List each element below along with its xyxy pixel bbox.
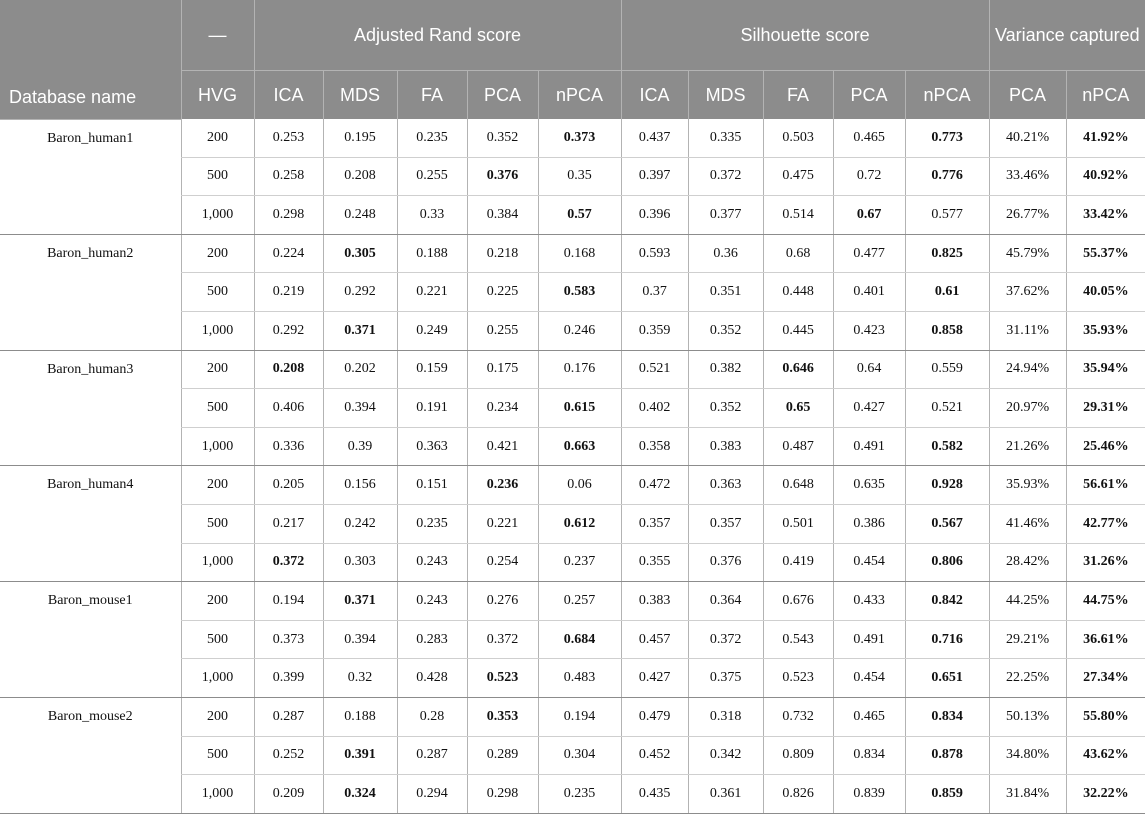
sil-value-cell: 0.383 (621, 582, 688, 621)
sil-value-cell: 0.64 (833, 350, 905, 389)
var-value-cell: 41.92% (1066, 119, 1145, 157)
ari-value-cell: 0.221 (467, 504, 538, 543)
ari-value-cell: 0.33 (397, 196, 467, 235)
sil-value-cell: 0.839 (833, 775, 905, 814)
sil-value-cell: 0.352 (688, 311, 763, 350)
ari-pca-header: PCA (467, 71, 538, 120)
sil-value-cell: 0.834 (833, 736, 905, 775)
sil-value-cell: 0.359 (621, 311, 688, 350)
sil-value-cell: 0.448 (763, 273, 833, 312)
table-row (0, 466, 1145, 505)
ari-value-cell: 0.221 (397, 273, 467, 312)
sil-value-cell: 0.36 (688, 234, 763, 273)
var-value-cell: 24.94% (989, 350, 1066, 389)
sil-value-cell: 0.361 (688, 775, 763, 814)
sil-value-cell: 0.928 (905, 466, 989, 505)
sil-value-cell: 0.402 (621, 389, 688, 428)
var-value-cell: 50.13% (989, 697, 1066, 736)
sil-mds-header: MDS (688, 71, 763, 120)
sil-value-cell: 0.401 (833, 273, 905, 312)
sil-value-cell: 0.386 (833, 504, 905, 543)
ari-value-cell: 0.303 (323, 543, 397, 582)
ari-value-cell: 0.583 (538, 273, 621, 312)
hvg-cell: 200 (181, 697, 254, 736)
var-value-cell: 37.62% (989, 273, 1066, 312)
ari-value-cell: 0.615 (538, 389, 621, 428)
sil-value-cell: 0.567 (905, 504, 989, 543)
ari-value-cell: 0.243 (397, 543, 467, 582)
table-row (0, 119, 1145, 157)
sil-value-cell: 0.335 (688, 119, 763, 157)
var-value-cell: 55.37% (1066, 234, 1145, 273)
sil-value-cell: 0.521 (621, 350, 688, 389)
ari-fa-header: FA (397, 71, 467, 120)
ari-value-cell: 0.257 (538, 582, 621, 621)
hvg-cell: 200 (181, 350, 254, 389)
sil-value-cell: 0.454 (833, 543, 905, 582)
ari-value-cell: 0.304 (538, 736, 621, 775)
ari-value-cell: 0.249 (397, 311, 467, 350)
sil-value-cell: 0.676 (763, 582, 833, 621)
ari-mds-header: MDS (323, 71, 397, 120)
ari-value-cell: 0.218 (467, 234, 538, 273)
table-body (0, 119, 1145, 813)
ari-value-cell: 0.372 (254, 543, 323, 582)
ari-value-cell: 0.235 (397, 504, 467, 543)
sil-value-cell: 0.68 (763, 234, 833, 273)
ari-value-cell: 0.287 (254, 697, 323, 736)
ari-npca-header: nPCA (538, 71, 621, 120)
sil-value-cell: 0.732 (763, 697, 833, 736)
sil-value-cell: 0.445 (763, 311, 833, 350)
sil-value-cell: 0.825 (905, 234, 989, 273)
sil-value-cell: 0.646 (763, 350, 833, 389)
sil-value-cell: 0.475 (763, 157, 833, 196)
var-value-cell: 55.80% (1066, 697, 1145, 736)
sil-value-cell: 0.383 (688, 427, 763, 466)
ari-value-cell: 0.253 (254, 119, 323, 157)
var-value-cell: 56.61% (1066, 466, 1145, 505)
ari-value-cell: 0.242 (323, 504, 397, 543)
sil-value-cell: 0.457 (621, 620, 688, 659)
ari-value-cell: 0.191 (397, 389, 467, 428)
var-value-cell: 25.46% (1066, 427, 1145, 466)
var-value-cell: 35.93% (989, 466, 1066, 505)
sil-value-cell: 0.503 (763, 119, 833, 157)
sil-value-cell: 0.372 (688, 620, 763, 659)
sil-value-cell: 0.648 (763, 466, 833, 505)
sil-value-cell: 0.477 (833, 234, 905, 273)
hvg-cell: 500 (181, 157, 254, 196)
sil-value-cell: 0.357 (688, 504, 763, 543)
adjusted-rand-group-header: Adjusted Rand score (254, 0, 621, 71)
var-value-cell: 45.79% (989, 234, 1066, 273)
var-value-cell: 44.25% (989, 582, 1066, 621)
ari-value-cell: 0.399 (254, 659, 323, 698)
var-value-cell: 29.31% (1066, 389, 1145, 428)
sil-value-cell: 0.372 (688, 157, 763, 196)
sil-value-cell: 0.543 (763, 620, 833, 659)
ari-ica-header: ICA (254, 71, 323, 120)
sil-value-cell: 0.878 (905, 736, 989, 775)
sil-value-cell: 0.491 (833, 427, 905, 466)
ari-value-cell: 0.483 (538, 659, 621, 698)
sil-value-cell: 0.376 (688, 543, 763, 582)
sil-value-cell: 0.397 (621, 157, 688, 196)
sil-value-cell: 0.65 (763, 389, 833, 428)
sil-value-cell: 0.521 (905, 389, 989, 428)
silhouette-group-header: Silhouette score (621, 0, 989, 71)
var-value-cell: 35.94% (1066, 350, 1145, 389)
var-pca-header: PCA (989, 71, 1066, 120)
ari-value-cell: 0.353 (467, 697, 538, 736)
var-value-cell: 33.42% (1066, 196, 1145, 235)
sil-value-cell: 0.809 (763, 736, 833, 775)
var-value-cell: 35.93% (1066, 311, 1145, 350)
hvg-cell: 1,000 (181, 659, 254, 698)
ari-value-cell: 0.294 (397, 775, 467, 814)
sil-value-cell: 0.419 (763, 543, 833, 582)
hvg-cell: 200 (181, 234, 254, 273)
var-value-cell: 29.21% (989, 620, 1066, 659)
ari-value-cell: 0.208 (323, 157, 397, 196)
sil-value-cell: 0.487 (763, 427, 833, 466)
sil-value-cell: 0.351 (688, 273, 763, 312)
sil-value-cell: 0.491 (833, 620, 905, 659)
ari-value-cell: 0.236 (467, 466, 538, 505)
ari-value-cell: 0.371 (323, 582, 397, 621)
sil-value-cell: 0.435 (621, 775, 688, 814)
ari-value-cell: 0.246 (538, 311, 621, 350)
ari-value-cell: 0.292 (254, 311, 323, 350)
ari-value-cell: 0.258 (254, 157, 323, 196)
sil-value-cell: 0.651 (905, 659, 989, 698)
ari-value-cell: 0.406 (254, 389, 323, 428)
ari-value-cell: 0.224 (254, 234, 323, 273)
ari-value-cell: 0.371 (323, 311, 397, 350)
hvg-cell: 1,000 (181, 543, 254, 582)
var-value-cell: 20.97% (989, 389, 1066, 428)
ari-value-cell: 0.612 (538, 504, 621, 543)
ari-value-cell: 0.292 (323, 273, 397, 312)
sil-value-cell: 0.364 (688, 582, 763, 621)
sil-value-cell: 0.465 (833, 119, 905, 157)
ari-value-cell: 0.394 (323, 620, 397, 659)
sil-value-cell: 0.437 (621, 119, 688, 157)
ari-value-cell: 0.684 (538, 620, 621, 659)
ari-value-cell: 0.252 (254, 736, 323, 775)
hvg-cell: 1,000 (181, 311, 254, 350)
ari-value-cell: 0.373 (538, 119, 621, 157)
ari-value-cell: 0.39 (323, 427, 397, 466)
var-value-cell: 31.26% (1066, 543, 1145, 582)
ari-value-cell: 0.195 (323, 119, 397, 157)
database-name-cell: Baron_human3 (0, 350, 181, 466)
var-value-cell: 36.61% (1066, 620, 1145, 659)
ari-value-cell: 0.428 (397, 659, 467, 698)
var-value-cell: 34.80% (989, 736, 1066, 775)
sil-value-cell: 0.433 (833, 582, 905, 621)
sil-value-cell: 0.72 (833, 157, 905, 196)
sil-value-cell: 0.396 (621, 196, 688, 235)
ari-value-cell: 0.384 (467, 196, 538, 235)
sil-fa-header: FA (763, 71, 833, 120)
var-value-cell: 31.84% (989, 775, 1066, 814)
ari-value-cell: 0.391 (323, 736, 397, 775)
ari-value-cell: 0.209 (254, 775, 323, 814)
ari-value-cell: 0.219 (254, 273, 323, 312)
hvg-cell: 200 (181, 582, 254, 621)
sil-value-cell: 0.375 (688, 659, 763, 698)
ari-value-cell: 0.248 (323, 196, 397, 235)
var-value-cell: 41.46% (989, 504, 1066, 543)
sil-value-cell: 0.472 (621, 466, 688, 505)
ari-value-cell: 0.188 (397, 234, 467, 273)
hvg-cell: 1,000 (181, 427, 254, 466)
ari-value-cell: 0.254 (467, 543, 538, 582)
hvg-cell: 1,000 (181, 196, 254, 235)
sil-value-cell: 0.357 (621, 504, 688, 543)
sil-value-cell: 0.514 (763, 196, 833, 235)
ari-value-cell: 0.235 (538, 775, 621, 814)
ari-value-cell: 0.194 (538, 697, 621, 736)
ari-value-cell: 0.151 (397, 466, 467, 505)
sil-value-cell: 0.716 (905, 620, 989, 659)
ari-value-cell: 0.363 (397, 427, 467, 466)
table-row (0, 350, 1145, 389)
ari-value-cell: 0.188 (323, 697, 397, 736)
ari-value-cell: 0.663 (538, 427, 621, 466)
sil-npca-header: nPCA (905, 71, 989, 120)
var-value-cell: 40.05% (1066, 273, 1145, 312)
sil-value-cell: 0.352 (688, 389, 763, 428)
var-value-cell: 40.21% (989, 119, 1066, 157)
ari-value-cell: 0.28 (397, 697, 467, 736)
ari-value-cell: 0.372 (467, 620, 538, 659)
ari-value-cell: 0.234 (467, 389, 538, 428)
sil-value-cell: 0.806 (905, 543, 989, 582)
sil-value-cell: 0.577 (905, 196, 989, 235)
var-npca-header: nPCA (1066, 71, 1145, 120)
ari-value-cell: 0.32 (323, 659, 397, 698)
sil-value-cell: 0.363 (688, 466, 763, 505)
var-value-cell: 32.22% (1066, 775, 1145, 814)
sil-value-cell: 0.593 (621, 234, 688, 273)
var-value-cell: 33.46% (989, 157, 1066, 196)
sil-pca-header: PCA (833, 71, 905, 120)
ari-value-cell: 0.287 (397, 736, 467, 775)
database-name-cell: Baron_human2 (0, 234, 181, 350)
ari-value-cell: 0.373 (254, 620, 323, 659)
ari-value-cell: 0.175 (467, 350, 538, 389)
ari-value-cell: 0.394 (323, 389, 397, 428)
sil-value-cell: 0.842 (905, 582, 989, 621)
ari-value-cell: 0.289 (467, 736, 538, 775)
ari-value-cell: 0.205 (254, 466, 323, 505)
table-row (0, 697, 1145, 736)
ari-value-cell: 0.276 (467, 582, 538, 621)
sil-value-cell: 0.452 (621, 736, 688, 775)
ari-value-cell: 0.159 (397, 350, 467, 389)
ari-value-cell: 0.421 (467, 427, 538, 466)
table-row (0, 234, 1145, 273)
sil-value-cell: 0.377 (688, 196, 763, 235)
table-row (0, 582, 1145, 621)
var-value-cell: 44.75% (1066, 582, 1145, 621)
sil-value-cell: 0.318 (688, 697, 763, 736)
sil-value-cell: 0.427 (833, 389, 905, 428)
sil-value-cell: 0.523 (763, 659, 833, 698)
sil-value-cell: 0.858 (905, 311, 989, 350)
var-value-cell: 27.34% (1066, 659, 1145, 698)
sil-value-cell: 0.826 (763, 775, 833, 814)
sil-value-cell: 0.479 (621, 697, 688, 736)
sil-value-cell: 0.559 (905, 350, 989, 389)
sil-value-cell: 0.423 (833, 311, 905, 350)
sil-value-cell: 0.67 (833, 196, 905, 235)
sil-value-cell: 0.635 (833, 466, 905, 505)
sil-value-cell: 0.859 (905, 775, 989, 814)
ari-value-cell: 0.352 (467, 119, 538, 157)
ari-value-cell: 0.283 (397, 620, 467, 659)
var-value-cell: 43.62% (1066, 736, 1145, 775)
ari-value-cell: 0.237 (538, 543, 621, 582)
var-value-cell: 22.25% (989, 659, 1066, 698)
var-value-cell: 28.42% (989, 543, 1066, 582)
ari-value-cell: 0.168 (538, 234, 621, 273)
var-value-cell: 26.77% (989, 196, 1066, 235)
ari-value-cell: 0.06 (538, 466, 621, 505)
variance-group-header: Variance captured (989, 0, 1145, 71)
ari-value-cell: 0.194 (254, 582, 323, 621)
database-name-header: Database name (0, 0, 181, 119)
ari-value-cell: 0.57 (538, 196, 621, 235)
var-value-cell: 42.77% (1066, 504, 1145, 543)
ari-value-cell: 0.156 (323, 466, 397, 505)
hvg-header: HVG (181, 71, 254, 120)
database-name-cell: Baron_mouse1 (0, 582, 181, 698)
sil-value-cell: 0.776 (905, 157, 989, 196)
ari-value-cell: 0.235 (397, 119, 467, 157)
hvg-group-header: — (181, 0, 254, 71)
database-name-cell: Baron_human4 (0, 466, 181, 582)
var-value-cell: 21.26% (989, 427, 1066, 466)
hvg-cell: 500 (181, 273, 254, 312)
ari-value-cell: 0.336 (254, 427, 323, 466)
sil-value-cell: 0.454 (833, 659, 905, 698)
hvg-cell: 1,000 (181, 775, 254, 814)
ari-value-cell: 0.298 (254, 196, 323, 235)
ari-value-cell: 0.176 (538, 350, 621, 389)
database-name-cell: Baron_mouse2 (0, 697, 181, 813)
ari-value-cell: 0.376 (467, 157, 538, 196)
var-value-cell: 31.11% (989, 311, 1066, 350)
sil-value-cell: 0.382 (688, 350, 763, 389)
sil-value-cell: 0.834 (905, 697, 989, 736)
hvg-cell: 200 (181, 119, 254, 157)
hvg-cell: 200 (181, 466, 254, 505)
hvg-cell: 500 (181, 620, 254, 659)
sil-value-cell: 0.501 (763, 504, 833, 543)
ari-value-cell: 0.217 (254, 504, 323, 543)
ari-value-cell: 0.298 (467, 775, 538, 814)
hvg-cell: 500 (181, 504, 254, 543)
database-name-cell: Baron_human1 (0, 119, 181, 234)
ari-value-cell: 0.208 (254, 350, 323, 389)
ari-value-cell: 0.255 (397, 157, 467, 196)
ari-value-cell: 0.324 (323, 775, 397, 814)
ari-value-cell: 0.225 (467, 273, 538, 312)
ari-value-cell: 0.305 (323, 234, 397, 273)
sil-value-cell: 0.773 (905, 119, 989, 157)
hvg-cell: 500 (181, 389, 254, 428)
sil-value-cell: 0.465 (833, 697, 905, 736)
ari-value-cell: 0.35 (538, 157, 621, 196)
ari-value-cell: 0.243 (397, 582, 467, 621)
ari-value-cell: 0.523 (467, 659, 538, 698)
sil-value-cell: 0.582 (905, 427, 989, 466)
sil-value-cell: 0.355 (621, 543, 688, 582)
sil-value-cell: 0.61 (905, 273, 989, 312)
sil-ica-header: ICA (621, 71, 688, 120)
sil-value-cell: 0.37 (621, 273, 688, 312)
hvg-cell: 500 (181, 736, 254, 775)
sil-value-cell: 0.358 (621, 427, 688, 466)
ari-value-cell: 0.202 (323, 350, 397, 389)
sil-value-cell: 0.342 (688, 736, 763, 775)
var-value-cell: 40.92% (1066, 157, 1145, 196)
sil-value-cell: 0.427 (621, 659, 688, 698)
ari-value-cell: 0.255 (467, 311, 538, 350)
